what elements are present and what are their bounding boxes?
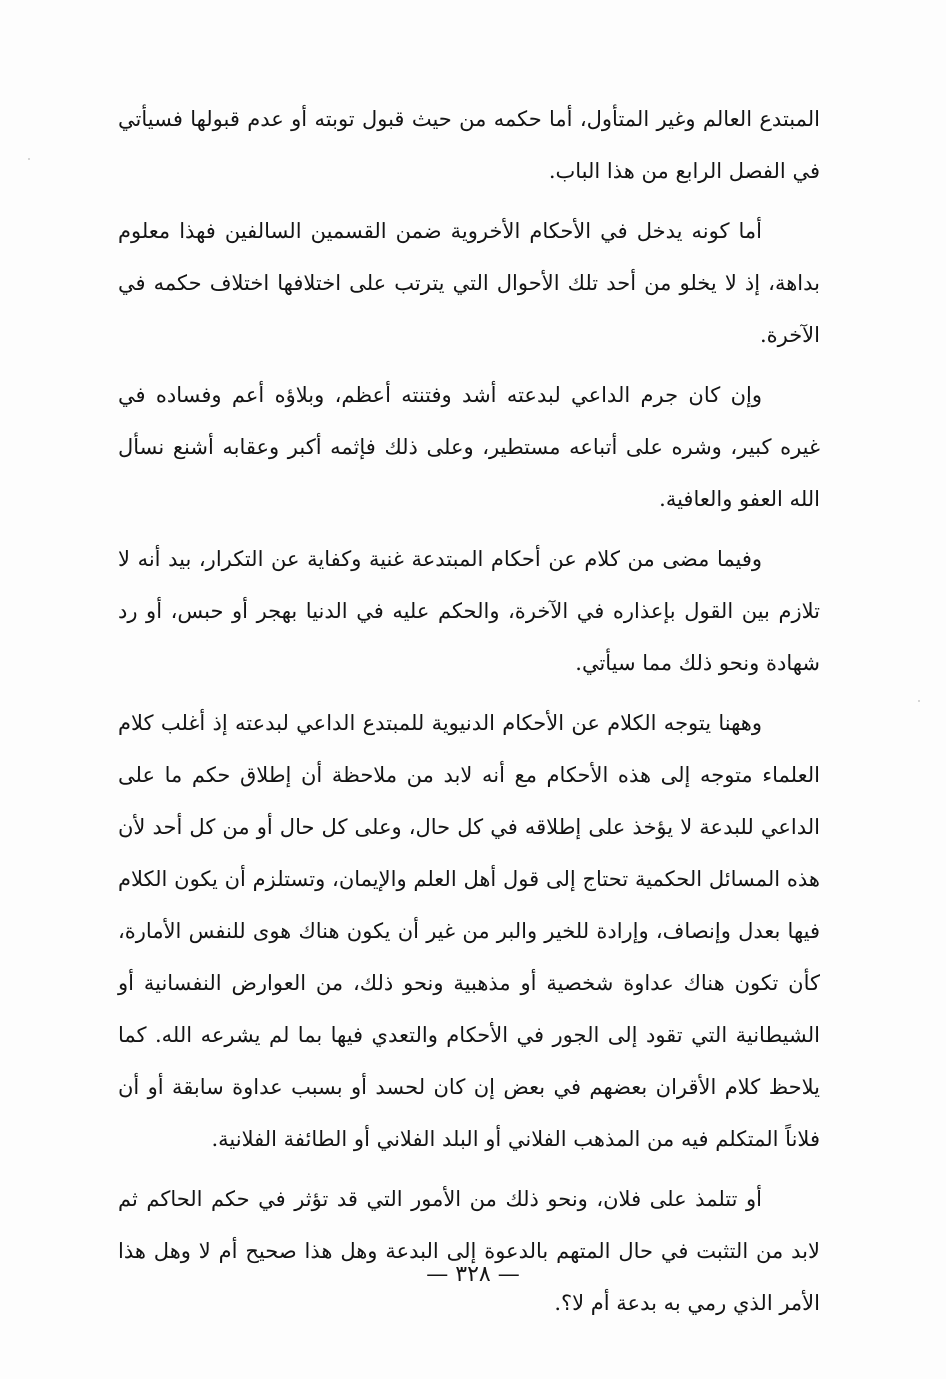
page-number: — ٣٢٨ — [426,1262,520,1287]
paragraph-1: المبتدع العالم وغير المتأول، أما حكمه من حيث قبول توبته أو عدم قبولها فسيأتي في الفصل الرابع من هذا الباب. [118,107,820,183]
paragraph-6: أو تتلمذ على فلان، ونحو ذلك من الأمور التي قد تؤثر في حكم الحاكم ثم لابد من التثبت في حال المتهم بالدعوة إلى البدعة وهل هذا صحيح أم لا وهل هذا الأمر الذي رمي به بدعة أم لا؟. [118,1187,820,1315]
scan-speck [28,158,30,160]
body-text [118,93,820,1337]
paragraph-2: أما كونه يدخل في الأحكام الأخروية ضمن القسمين السالفين فهذا معلوم بداهة، إذ لا يخلو من أحد تلك الأحوال التي يترتب على اختلافها اختلاف حكمه في الآخرة. [118,219,820,347]
scan-speck [918,700,920,702]
paragraph-4: وفيما مضى من كلام عن أحكام المبتدعة غنية وكفاية عن التكرار، بيد أنه لا تلازم بين القول بإعذاره في الآخرة، والحكم عليه في الدنيا بهجر أو حبس، أو رد شهادة ونحو ذلك مما سيأتي. [118,547,820,675]
paragraph-3: وإن كان جرم الداعي لبدعته أشد وفتنته أعظم، وبلاؤه أعم وفساده في غيره كبير، وشره على أتباعه مستطير، وعلى ذلك فإثمه أكبر وعقابه أشنع نسأل الله العفو والعافية. [118,383,820,511]
paragraph-5: وههنا يتوجه الكلام عن الأحكام الدنيوية للمبتدع الداعي لبدعته إذ أغلب كلام العلماء متوجه إلى هذه الأحكام مع أنه لابد من ملاحظة أن إطلاق حكم ما على الداعي للبدعة لا يؤخذ على إطلاقه في كل حال، وعلى كل حال أو من كل أحد لأن هذه المسائل الحكمية تحتاج إلى قول أهل العلم والإيمان، وتستلزم أن يكون الكلام فيها بعدل وإنصاف، وإرادة للخير والبر من غير أن يكون هناك هوى للنفس الأمارة، كأن تكون هناك عداوة شخصية أو مذهبية ونحو ذلك، من العوارض النفسانية أو الشيطانية التي تقود إلى الجور في الأحكام والتعدي فيها بما لم يشرعه الله. كما يلاحظ كلام الأقران بعضهم في بعض إن كان لحسد أو بسبب عداوة سابقة أو أن فلاناً المتكلم فيه من المذهب الفلاني أو البلد الفلاني أو الطائفة الفلانية. [118,711,820,1151]
